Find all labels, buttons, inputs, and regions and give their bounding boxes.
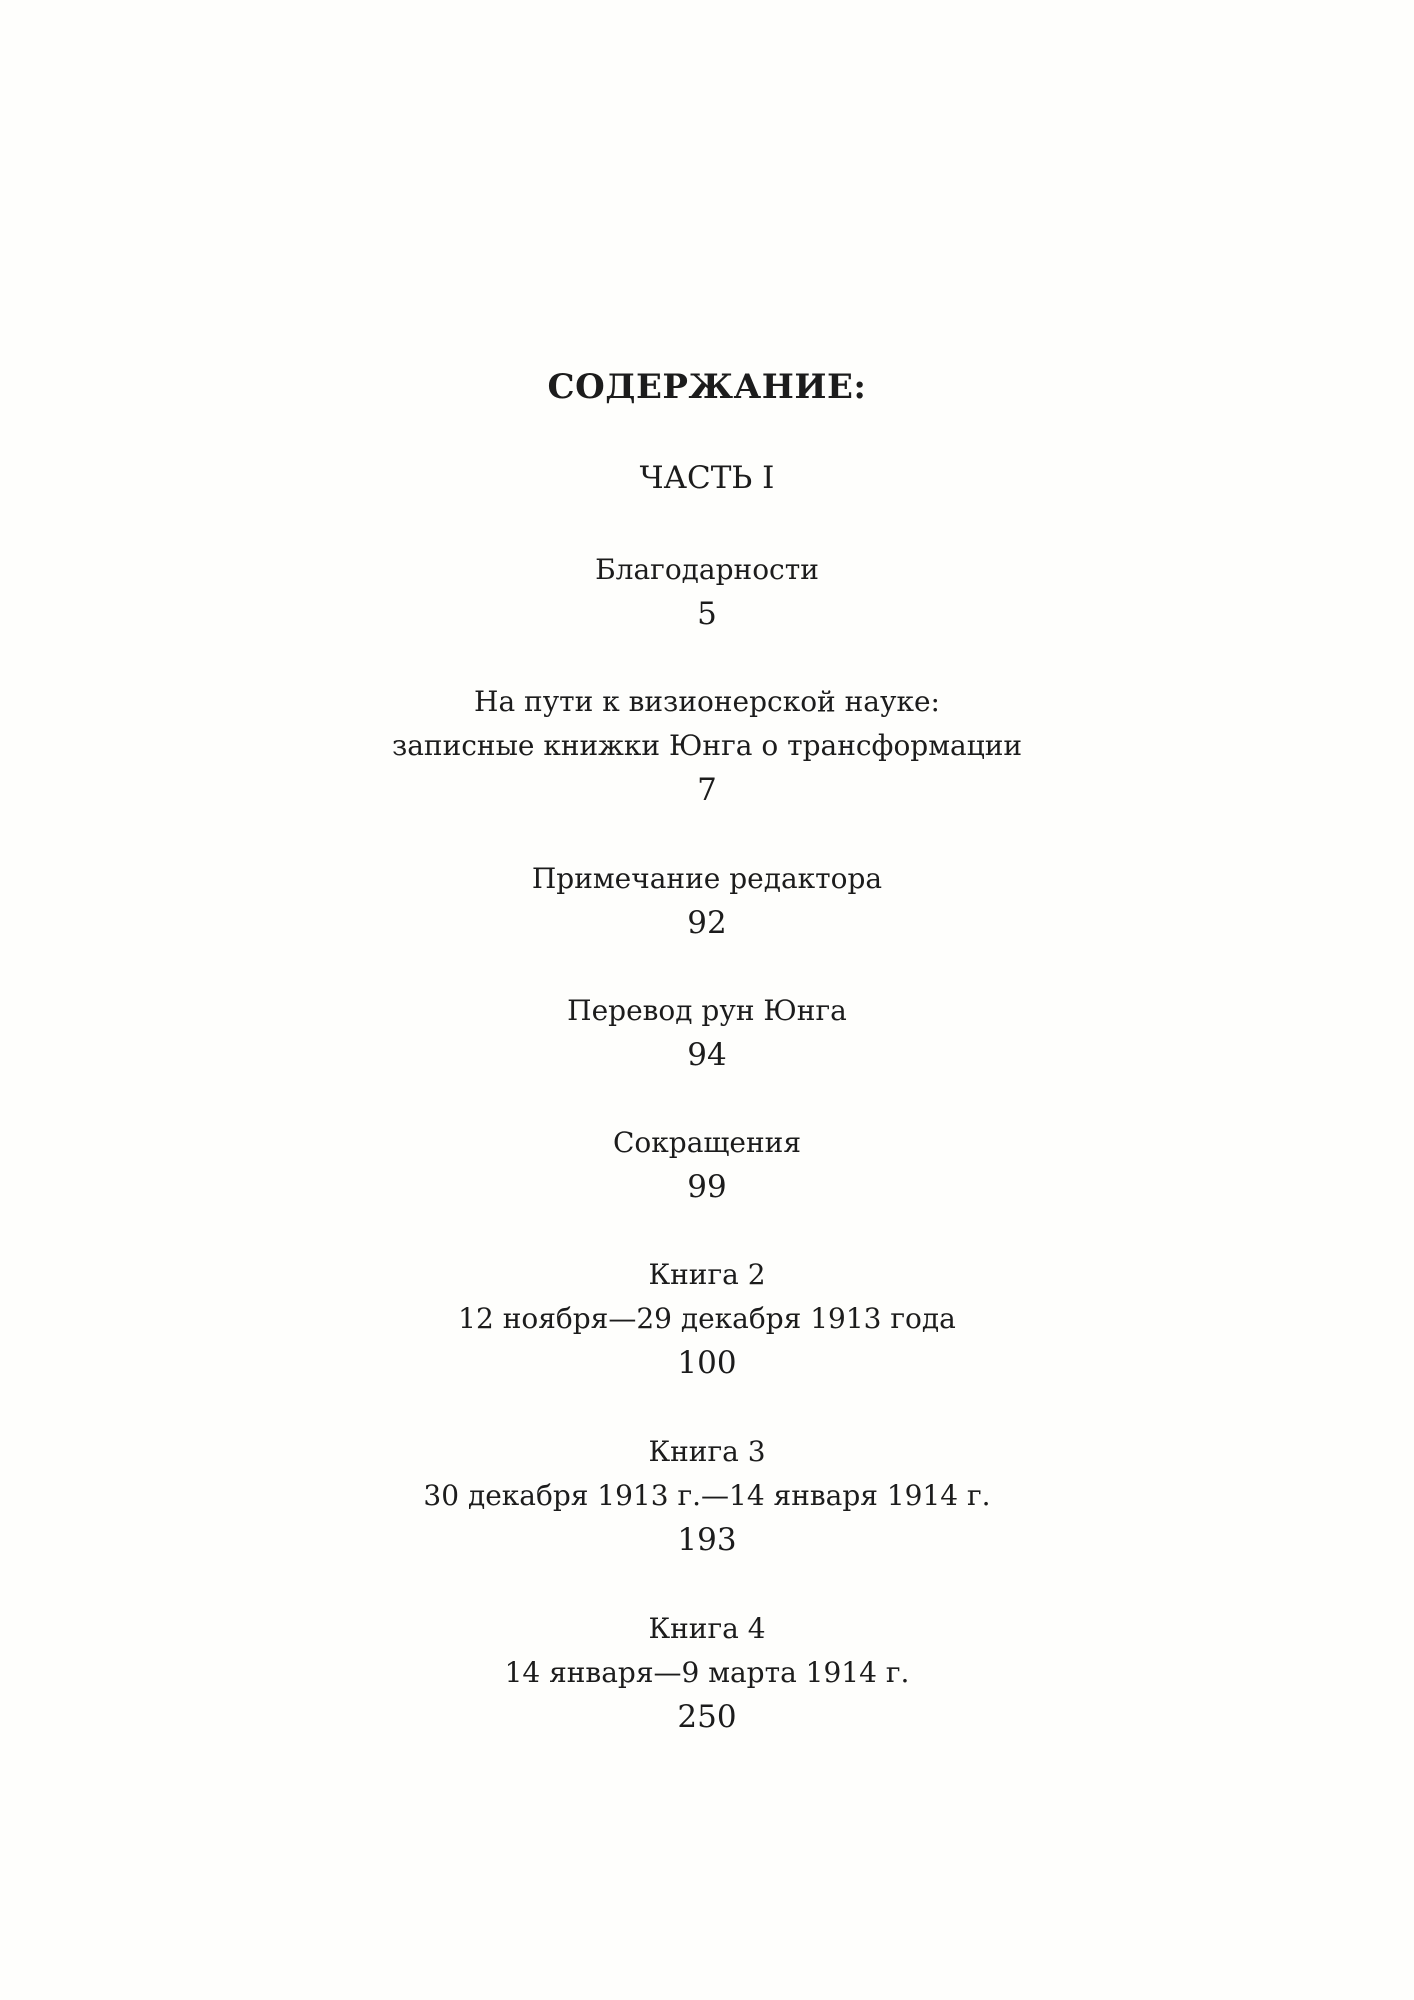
toc-entry-dates: 12 ноября—29 декабря 1913 года — [458, 1302, 956, 1335]
toc-entry-title: На пути к визионерской науке: — [474, 685, 940, 718]
toc-entry-page-number: 94 — [687, 1037, 727, 1073]
toc-entry-title: Перевод рун Юнга — [567, 994, 847, 1027]
toc-entry-page-number: 99 — [687, 1169, 727, 1205]
toc-entry-subtitle: записные книжки Юнга о трансформации — [391, 729, 1023, 762]
toc-entry-rune-translation[interactable] — [0, 989, 1414, 1077]
toc-entry-title: Благодарности — [595, 553, 819, 586]
part-heading: ЧАСТЬ I — [639, 460, 775, 496]
toc-entry-abbreviations[interactable] — [0, 1121, 1414, 1209]
toc-entry-page-number: 100 — [677, 1345, 737, 1381]
toc-entry-book-3[interactable] — [0, 1430, 1414, 1562]
toc-entry-page-number: 92 — [687, 905, 727, 941]
toc-entry-title: Сокращения — [613, 1126, 801, 1159]
toc-entry-book-2[interactable] — [0, 1253, 1414, 1385]
toc-entry-visionary-science[interactable] — [0, 680, 1414, 812]
toc-entry-page-number: 5 — [697, 596, 717, 632]
toc-entry-page-number: 7 — [697, 772, 717, 808]
toc-entry-page-number: 250 — [677, 1699, 737, 1735]
toc-entry-page-number: 193 — [677, 1522, 737, 1558]
toc-entry-title: Книга 2 — [648, 1258, 766, 1291]
toc-entry-title: Книга 3 — [648, 1435, 766, 1468]
toc-title: СОДЕРЖАНИЕ: — [547, 367, 867, 407]
toc-entry-title: Книга 4 — [648, 1612, 766, 1645]
toc-entry-title: Примечание редактора — [531, 862, 883, 895]
toc-entry-editor-note[interactable] — [0, 857, 1414, 945]
toc-entry-book-4[interactable] — [0, 1607, 1414, 1739]
toc-entry-acknowledgements[interactable] — [0, 548, 1414, 636]
toc-entry-dates: 30 декабря 1913 г.—14 января 1914 г. — [423, 1479, 991, 1512]
toc-entry-dates: 14 января—9 марта 1914 г. — [504, 1656, 910, 1689]
